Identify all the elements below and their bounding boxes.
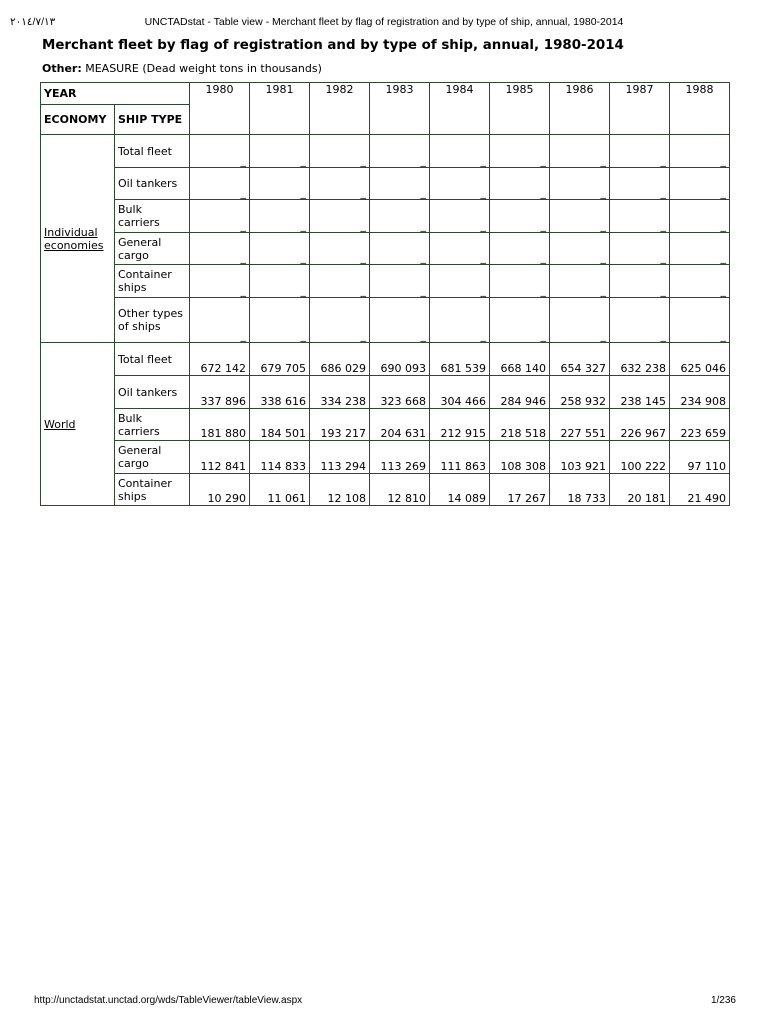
value-cell: 668 140 — [490, 343, 550, 376]
value-cell: _ — [550, 200, 610, 233]
value-cell: 114 833 — [250, 441, 310, 474]
value-cell: 181 880 — [190, 409, 250, 441]
value-cell: _ — [490, 135, 550, 168]
value-cell: 212 915 — [430, 409, 490, 441]
value-cell: _ — [610, 265, 670, 298]
value-cell: _ — [310, 265, 370, 298]
footer-page-number: 1/236 — [710, 995, 736, 1006]
table-row — [41, 265, 730, 298]
value-cell: _ — [670, 168, 730, 200]
year-cell: 1987 — [610, 83, 670, 135]
value-cell: 108 308 — [490, 441, 550, 474]
value-cell: _ — [550, 298, 610, 343]
table-row — [41, 135, 730, 168]
value-cell: _ — [190, 233, 250, 265]
year-cell: 1980 — [190, 83, 250, 135]
value-cell: _ — [250, 298, 310, 343]
value-cell: 672 142 — [190, 343, 250, 376]
value-cell: _ — [430, 298, 490, 343]
footer-url: http://unctadstat.unctad.org/wds/TableViewer/tableView.aspx — [34, 995, 303, 1006]
value-cell: _ — [430, 135, 490, 168]
value-cell: 18 733 — [550, 474, 610, 506]
value-cell: 334 238 — [310, 376, 370, 409]
table-row — [41, 409, 730, 441]
value-cell: _ — [490, 265, 550, 298]
value-cell: 113 294 — [310, 441, 370, 474]
value-cell: _ — [610, 135, 670, 168]
economy-cell — [41, 343, 115, 506]
ship-type-cell: Container ships — [115, 265, 190, 298]
table-row — [41, 200, 730, 233]
value-cell: 112 841 — [190, 441, 250, 474]
year-header: YEAR — [41, 83, 190, 105]
value-cell: _ — [670, 233, 730, 265]
value-cell: _ — [310, 200, 370, 233]
ship-type-cell: Total fleet — [115, 135, 190, 168]
value-cell: _ — [670, 265, 730, 298]
value-cell: 654 327 — [550, 343, 610, 376]
year-cell: 1981 — [250, 83, 310, 135]
value-cell: _ — [550, 135, 610, 168]
value-cell: 97 110 — [670, 441, 730, 474]
value-cell: _ — [430, 233, 490, 265]
value-cell: _ — [550, 168, 610, 200]
value-cell: _ — [430, 168, 490, 200]
value-cell: 111 863 — [430, 441, 490, 474]
value-cell: 218 518 — [490, 409, 550, 441]
year-cell: 1982 — [310, 83, 370, 135]
economy-header: ECONOMY — [41, 105, 115, 135]
value-cell: _ — [190, 265, 250, 298]
value-cell: 681 539 — [430, 343, 490, 376]
value-cell: 227 551 — [550, 409, 610, 441]
print-header — [0, 16, 768, 30]
value-cell: 690 093 — [370, 343, 430, 376]
value-cell: _ — [610, 168, 670, 200]
value-cell: _ — [370, 298, 430, 343]
economy-link[interactable]: World — [44, 417, 76, 431]
value-cell: _ — [670, 200, 730, 233]
value-cell: _ — [370, 233, 430, 265]
value-cell: 193 217 — [310, 409, 370, 441]
value-cell: _ — [610, 298, 670, 343]
ship-type-cell: Other types of ships — [115, 298, 190, 343]
year-cell: 1984 — [430, 83, 490, 135]
value-cell: _ — [610, 233, 670, 265]
value-cell: 238 145 — [610, 376, 670, 409]
value-cell: _ — [250, 135, 310, 168]
merchant-fleet-table — [40, 82, 730, 506]
year-cell: 1986 — [550, 83, 610, 135]
value-cell: _ — [490, 168, 550, 200]
value-cell: _ — [190, 168, 250, 200]
value-cell: 632 238 — [610, 343, 670, 376]
value-cell: _ — [430, 200, 490, 233]
value-cell: 184 501 — [250, 409, 310, 441]
value-cell: _ — [490, 200, 550, 233]
value-cell: _ — [370, 200, 430, 233]
table-row — [41, 441, 730, 474]
value-cell: _ — [250, 168, 310, 200]
value-cell: 323 668 — [370, 376, 430, 409]
table-row — [41, 376, 730, 409]
value-cell: _ — [250, 265, 310, 298]
value-cell: 258 932 — [550, 376, 610, 409]
value-cell: _ — [670, 135, 730, 168]
value-cell: _ — [190, 298, 250, 343]
year-header-row — [41, 83, 730, 105]
ship-type-cell: General cargo — [115, 233, 190, 265]
value-cell: _ — [310, 233, 370, 265]
value-cell: _ — [490, 233, 550, 265]
value-cell: 12 810 — [370, 474, 430, 506]
value-cell: 10 290 — [190, 474, 250, 506]
ship-type-cell: Total fleet — [115, 343, 190, 376]
value-cell: 100 222 — [610, 441, 670, 474]
measure-line — [42, 62, 322, 75]
table-row — [41, 168, 730, 200]
value-cell: _ — [490, 298, 550, 343]
value-cell: 338 616 — [250, 376, 310, 409]
value-cell: 337 896 — [190, 376, 250, 409]
value-cell: 20 181 — [610, 474, 670, 506]
year-cell: 1983 — [370, 83, 430, 135]
measure-label: Other: — [42, 62, 82, 75]
value-cell: _ — [550, 265, 610, 298]
measure-value: MEASURE (Dead weight tons in thousands) — [85, 62, 322, 75]
ship-type-cell: Bulk carriers — [115, 200, 190, 233]
value-cell: _ — [370, 168, 430, 200]
year-cell: 1985 — [490, 83, 550, 135]
year-cell: 1988 — [670, 83, 730, 135]
value-cell: 234 908 — [670, 376, 730, 409]
value-cell: 679 705 — [250, 343, 310, 376]
value-cell: 11 061 — [250, 474, 310, 506]
value-cell: 304 466 — [430, 376, 490, 409]
ship-type-cell: Container ships — [115, 474, 190, 506]
value-cell: 284 946 — [490, 376, 550, 409]
table-row — [41, 233, 730, 265]
value-cell: _ — [190, 200, 250, 233]
value-cell: 12 108 — [310, 474, 370, 506]
economy-cell — [41, 135, 115, 343]
value-cell: 113 269 — [370, 441, 430, 474]
table-row — [41, 474, 730, 506]
value-cell: _ — [370, 135, 430, 168]
value-cell: _ — [310, 168, 370, 200]
value-cell: 625 046 — [670, 343, 730, 376]
value-cell: 17 267 — [490, 474, 550, 506]
table-row — [41, 343, 730, 376]
value-cell: 686 029 — [310, 343, 370, 376]
table-row — [41, 298, 730, 343]
value-cell: 226 967 — [610, 409, 670, 441]
value-cell: _ — [190, 135, 250, 168]
ship-type-cell: General cargo — [115, 441, 190, 474]
print-date: ٢٠١٤/٧/١٣ — [10, 16, 56, 28]
page-title: Merchant fleet by flag of registration and by type of ship, annual, 1980-2014 — [42, 38, 624, 53]
print-page-title: UNCTADstat - Table view - Merchant fleet by flag of registration and by type of ship, annual, 1980-2014 — [144, 16, 624, 28]
value-cell: _ — [550, 233, 610, 265]
value-cell: _ — [610, 200, 670, 233]
value-cell: _ — [310, 135, 370, 168]
ship-type-header: SHIP TYPE — [115, 105, 190, 135]
value-cell: _ — [370, 265, 430, 298]
value-cell: _ — [250, 200, 310, 233]
value-cell: 103 921 — [550, 441, 610, 474]
economy-link[interactable]: Individual economies — [44, 225, 104, 252]
value-cell: _ — [430, 265, 490, 298]
value-cell: _ — [310, 298, 370, 343]
ship-type-cell: Oil tankers — [115, 168, 190, 200]
value-cell: 204 631 — [370, 409, 430, 441]
ship-type-cell: Bulk carriers — [115, 409, 190, 441]
ship-type-cell: Oil tankers — [115, 376, 190, 409]
value-cell: _ — [250, 233, 310, 265]
value-cell: 21 490 — [670, 474, 730, 506]
value-cell: 14 089 — [430, 474, 490, 506]
value-cell: 223 659 — [670, 409, 730, 441]
value-cell: _ — [670, 298, 730, 343]
